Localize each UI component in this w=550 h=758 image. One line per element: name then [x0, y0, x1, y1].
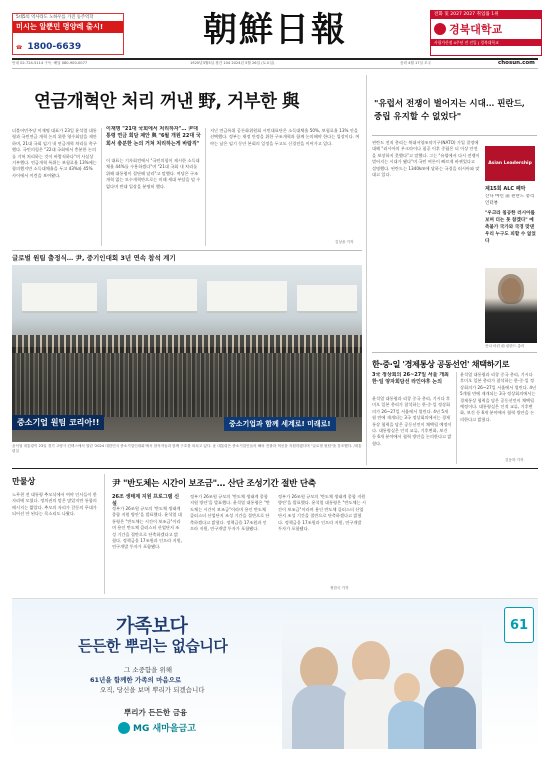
alc-side-notes: "우크라 침공한 러시아를 보며 더는 못 참겠다" 예측불가 국가와 국경 맞댄 우리 누구도 피할 수 없었다: [485, 211, 536, 244]
child-figure: [388, 701, 428, 749]
trains-body-3: 정부가 26조원 규모의 '반도체 생태계 종합 지원 방안'을 발표했다. 윤석열 대통령은 "반도체는 시간이 보조금"이라며 용인 반도체 클러스터 산업단지 조성 기간을 절반으로 단축하겠다고 밝혔다. 정책금융 17조원과 인프라 지원, 연구개발 투자가 포함됐다.: [278, 494, 366, 532]
mg-brand: MG 새마을금고: [133, 724, 196, 734]
child-figure: [394, 673, 420, 703]
speaker-hair: [498, 274, 524, 304]
speaker-photo: [485, 268, 537, 343]
mg-logo-icon: [118, 722, 130, 734]
photo-crowd: [12, 347, 362, 417]
ad-right-name: 경북대학교: [449, 23, 503, 36]
sidebar-logo-text: 만물상: [12, 476, 36, 486]
second-body-left: 윤석열 대통령과 리창 중국 총리, 기시다 후미오 일본 총리가 참석하는 한·중·일 정상회의가 26~27일 서울에서 열린다. 4년 5개월 만에 재개되는 3국 정상회의에서는 경제통상 협력을 담은 공동선언이 채택될 예정이다. 대통령실은 인적 교류, 기후변화, 보건 등 6개 분야에서 협력 방안을 논의한다고 밝혔다.: [372, 396, 452, 446]
alc-event: 제15회 ALC 폐막: [485, 186, 526, 192]
alc-logo: [485, 146, 535, 181]
masthead-left-meta: 안내 02-724-5114 구독 ·배달 080-900-0077: [12, 61, 88, 65]
second-subhead: 3국 정상회의 26~27일 서울 개최 한·일 양자회담선 라인야후 논의: [372, 372, 449, 386]
column-title[interactable]: "유럽서 전쟁이 벌어지는 시대… 핀란드, 중립 유지할 수 없었다": [374, 99, 525, 122]
ad-left-line2: 미시는 알뿐민 명양레 출시!: [13, 21, 123, 33]
family-photo: [282, 619, 482, 749]
ad-copy-1: 그 소중함을 위해: [124, 666, 173, 674]
ad-left-line1: 5대5의 역사라도 노하우를 가진 동주역학: [13, 14, 123, 21]
photo-tent: [207, 281, 287, 313]
photo-tent: [22, 283, 97, 313]
alc-subtitle: 산나 마린 前 핀란드 총리 인터뷰: [485, 194, 535, 206]
bottom-ad[interactable]: [12, 598, 538, 749]
masthead-ad-right[interactable]: [430, 10, 542, 56]
masthead-rule: [12, 58, 538, 60]
trains-headline[interactable]: 尹 "반도체는 시간이 보조금"… 산단 조성기간 절반 단축: [112, 479, 316, 489]
ad-copy-2: 61년을 함께한 가족의 마음으로: [90, 676, 182, 684]
trains-byline: 정한국 기자: [330, 586, 349, 590]
trains-subhead: 26조 생태계 지원 프로그램 신설: [112, 494, 180, 507]
second-byline: 김동하 기자: [505, 458, 524, 462]
masthead-lunar: 음력 4월 17일 모주: [400, 61, 432, 65]
photo-crowd-heads: [12, 335, 362, 353]
anniversary-number: 61: [509, 617, 529, 633]
university-emblem-icon: [434, 23, 446, 35]
masthead-ad-left[interactable]: [12, 13, 124, 55]
photo-banner-left: 중소기업 원팀 코리아!!: [12, 415, 104, 430]
masthead-issue: 1920년3월5일 창간 104 2024년 5월 26일 (토요일): [190, 61, 275, 65]
sidebar-body: 노무현 전 대통령 추모식에서 여야 인사들이 한자리에 모였다. 정치권의 말은 많았지만 통합의 메시지는 짧았다. 추모의 자리가 갈등의 무대가 되어선 안 된다는 목소리도 나왔다.: [12, 492, 97, 517]
lead-byline: 김상윤 기자: [335, 240, 354, 244]
second-body-right: 윤석열 대통령과 리창 중국 총리, 기시다 후미오 일본 총리가 참석하는 한·중·일 정상회의가 26~27일 서울에서 열린다. 4년 5개월 만에 재개되는 3국 정상회의에서는 경제통상 협력을 담은 공동선언이 채택될 예정이다. 대통령실은 인적 교류, 기후변화, 보건 등 6개 분야에서 협력 방안을 논의한다고 밝혔다.: [460, 372, 537, 422]
photo-tent: [297, 285, 357, 313]
masthead: [0, 0, 550, 70]
trains-body-1: 정부가 26조원 규모의 '반도체 생태계 종합 지원 방안'을 발표했다. 윤석열 대통령은 "반도체는 시간이 보조금"이라며 용인 반도체 클러스터 산업단지 조성 기간을 절반으로 단축하겠다고 밝혔다. 정책금융 17조원과 인프라 지원, 연구개발 투자가 포함됐다.: [112, 506, 182, 550]
newspaper-title[interactable]: 朝鮮日報: [203, 10, 347, 50]
trains-body-2: 정부가 26조원 규모의 '반도체 생태계 종합 지원 방안'을 발표했다. 윤석열 대통령은 "반도체는 시간이 보조금"이라며 용인 반도체 클러스터 산업단지 조성 기간을 절반으로 단축하겠다고 밝혔다. 정책금융 17조원과 인프라 지원, 연구개발 투자가 포함됐다.: [190, 494, 270, 532]
column-body: 핀란드 전직 총리는 북대서양조약기구(NATO) 가입 결정에 대해 "러시아의 우크라이나 침공 이후 중립은 더 이상 안전을 보장하지 못했다"고 말했다. 그는 "유럽에서 다시 전쟁이 벌어지는 시대가 됐다"며 국민 여론이 빠르게 바뀌었다고 설명했다. 핀란드는 1340km에 달하는 국경을 러시아와 맞대고 있다.: [372, 140, 480, 178]
adult-figure: [292, 685, 352, 749]
adult-figure: [430, 649, 464, 689]
lead-body-right: 지난 연금특위 공론화위원회 시민대표단은 소득대체율 50%, 보험료율 13% 안을 선택했다. 정부는 재정 안정을 위한 구조개혁과 함께 논의해야 한다는 입장이다. 여야는 남은 임기 동안 본회의 일정을 두고도 신경전을 이어가고 있다.: [210, 128, 360, 146]
lead-subhead: 이재명 "21대 국회에서 처리하자"… 尹대통령 연금 회담 제안 與 "6월 개원 22대 국회서 충분한 논의 거쳐 처리하는게 바람직": [106, 126, 201, 147]
lead-headline[interactable]: 연금개혁안 처리 꺼낸 野, 거부한 與: [34, 92, 299, 112]
photo-tent: [107, 279, 197, 313]
anniversary-badge: [504, 607, 534, 643]
event-photo: [12, 265, 362, 442]
phone-icon: ☎: [16, 45, 23, 51]
ad-headline-2: 든든한 뿌리는 없습니다: [78, 637, 228, 655]
second-headline[interactable]: 한·중·일 '경제통상 공동선언' 채택하기로: [372, 359, 510, 369]
ad-headline-1: 가족보다: [116, 615, 188, 637]
ad-copy-3: 오직, 당신을 보며 뿌리가 되겠습니다: [100, 686, 205, 694]
lead-body-mid: 이 대표는 기자회견에서 "국민의힘이 제시한 소득대체율 44%를 수용하겠다"며 "21대 국회 내 처리를 위해 대통령이 결단해 달라"고 말했다. 여당은 구조개혁 없는 모수개혁만으로는 미래 세대 부담을 덜 수 없다며 반대 입장을 분명히 했다.: [106, 158, 201, 189]
ad-left-phone: 1800-6639: [27, 42, 82, 52]
ad-right-top: 전화 및 2027 2027 취업률 1위: [431, 11, 541, 19]
site-link[interactable]: chosun.com: [498, 60, 535, 66]
alc-logo-text: Asian Leadership: [488, 160, 532, 166]
lead-body-left: 더불어민주당 이재명 대표가 23일 윤석열 대통령과 국민연금 개혁 논의 위한 영수회담을 제안하며, 21대 국회 임기 내 연금개혁 처리를 촉구했다. 국민의힘은 "22대 국회에서 충분한 논의를 거쳐 처리하는 것이 바람직하다"며 사실상 거부했다. 연금개혁 특위는 보험료율 13%에는 합의했지만 소득대체율을 두고 43%와 45% 사이에서 이견을 보여왔다.: [12, 128, 97, 178]
photo-caption-title[interactable]: 글로벌 원팀 출정식… 尹, 중기인대회 3년 연속 참석 계기: [12, 254, 176, 262]
mg-logo[interactable]: [118, 721, 196, 734]
photo-banner-right: 중소기업과 함께 세계로! 미래로!: [224, 417, 336, 431]
speaker-caption: 산나 마린 前 핀란드 총리: [485, 344, 525, 348]
sidebar-logo: [12, 474, 100, 488]
masthead-rule-bottom: [12, 68, 538, 69]
ad-right-bottom: 사립가산점 4주년 전 진입 | 경북대학교: [431, 39, 541, 46]
photo-caption: 윤석열 대통령이 23일 경기 고양시 킨텍스에서 열린 '2024 대한민국 중소기업인대회'에서 참석자들과 함께 구호를 외치고 있다. 윤 대통령은 중소기업인들의 해외 진출과 혁신을 지원하겠다며 "글로벌 원팀"을 강조했다. /대통령실: [12, 444, 362, 454]
adult-figure: [424, 687, 476, 749]
ad-tag: 뿌리가 든든한 금융: [124, 708, 188, 717]
